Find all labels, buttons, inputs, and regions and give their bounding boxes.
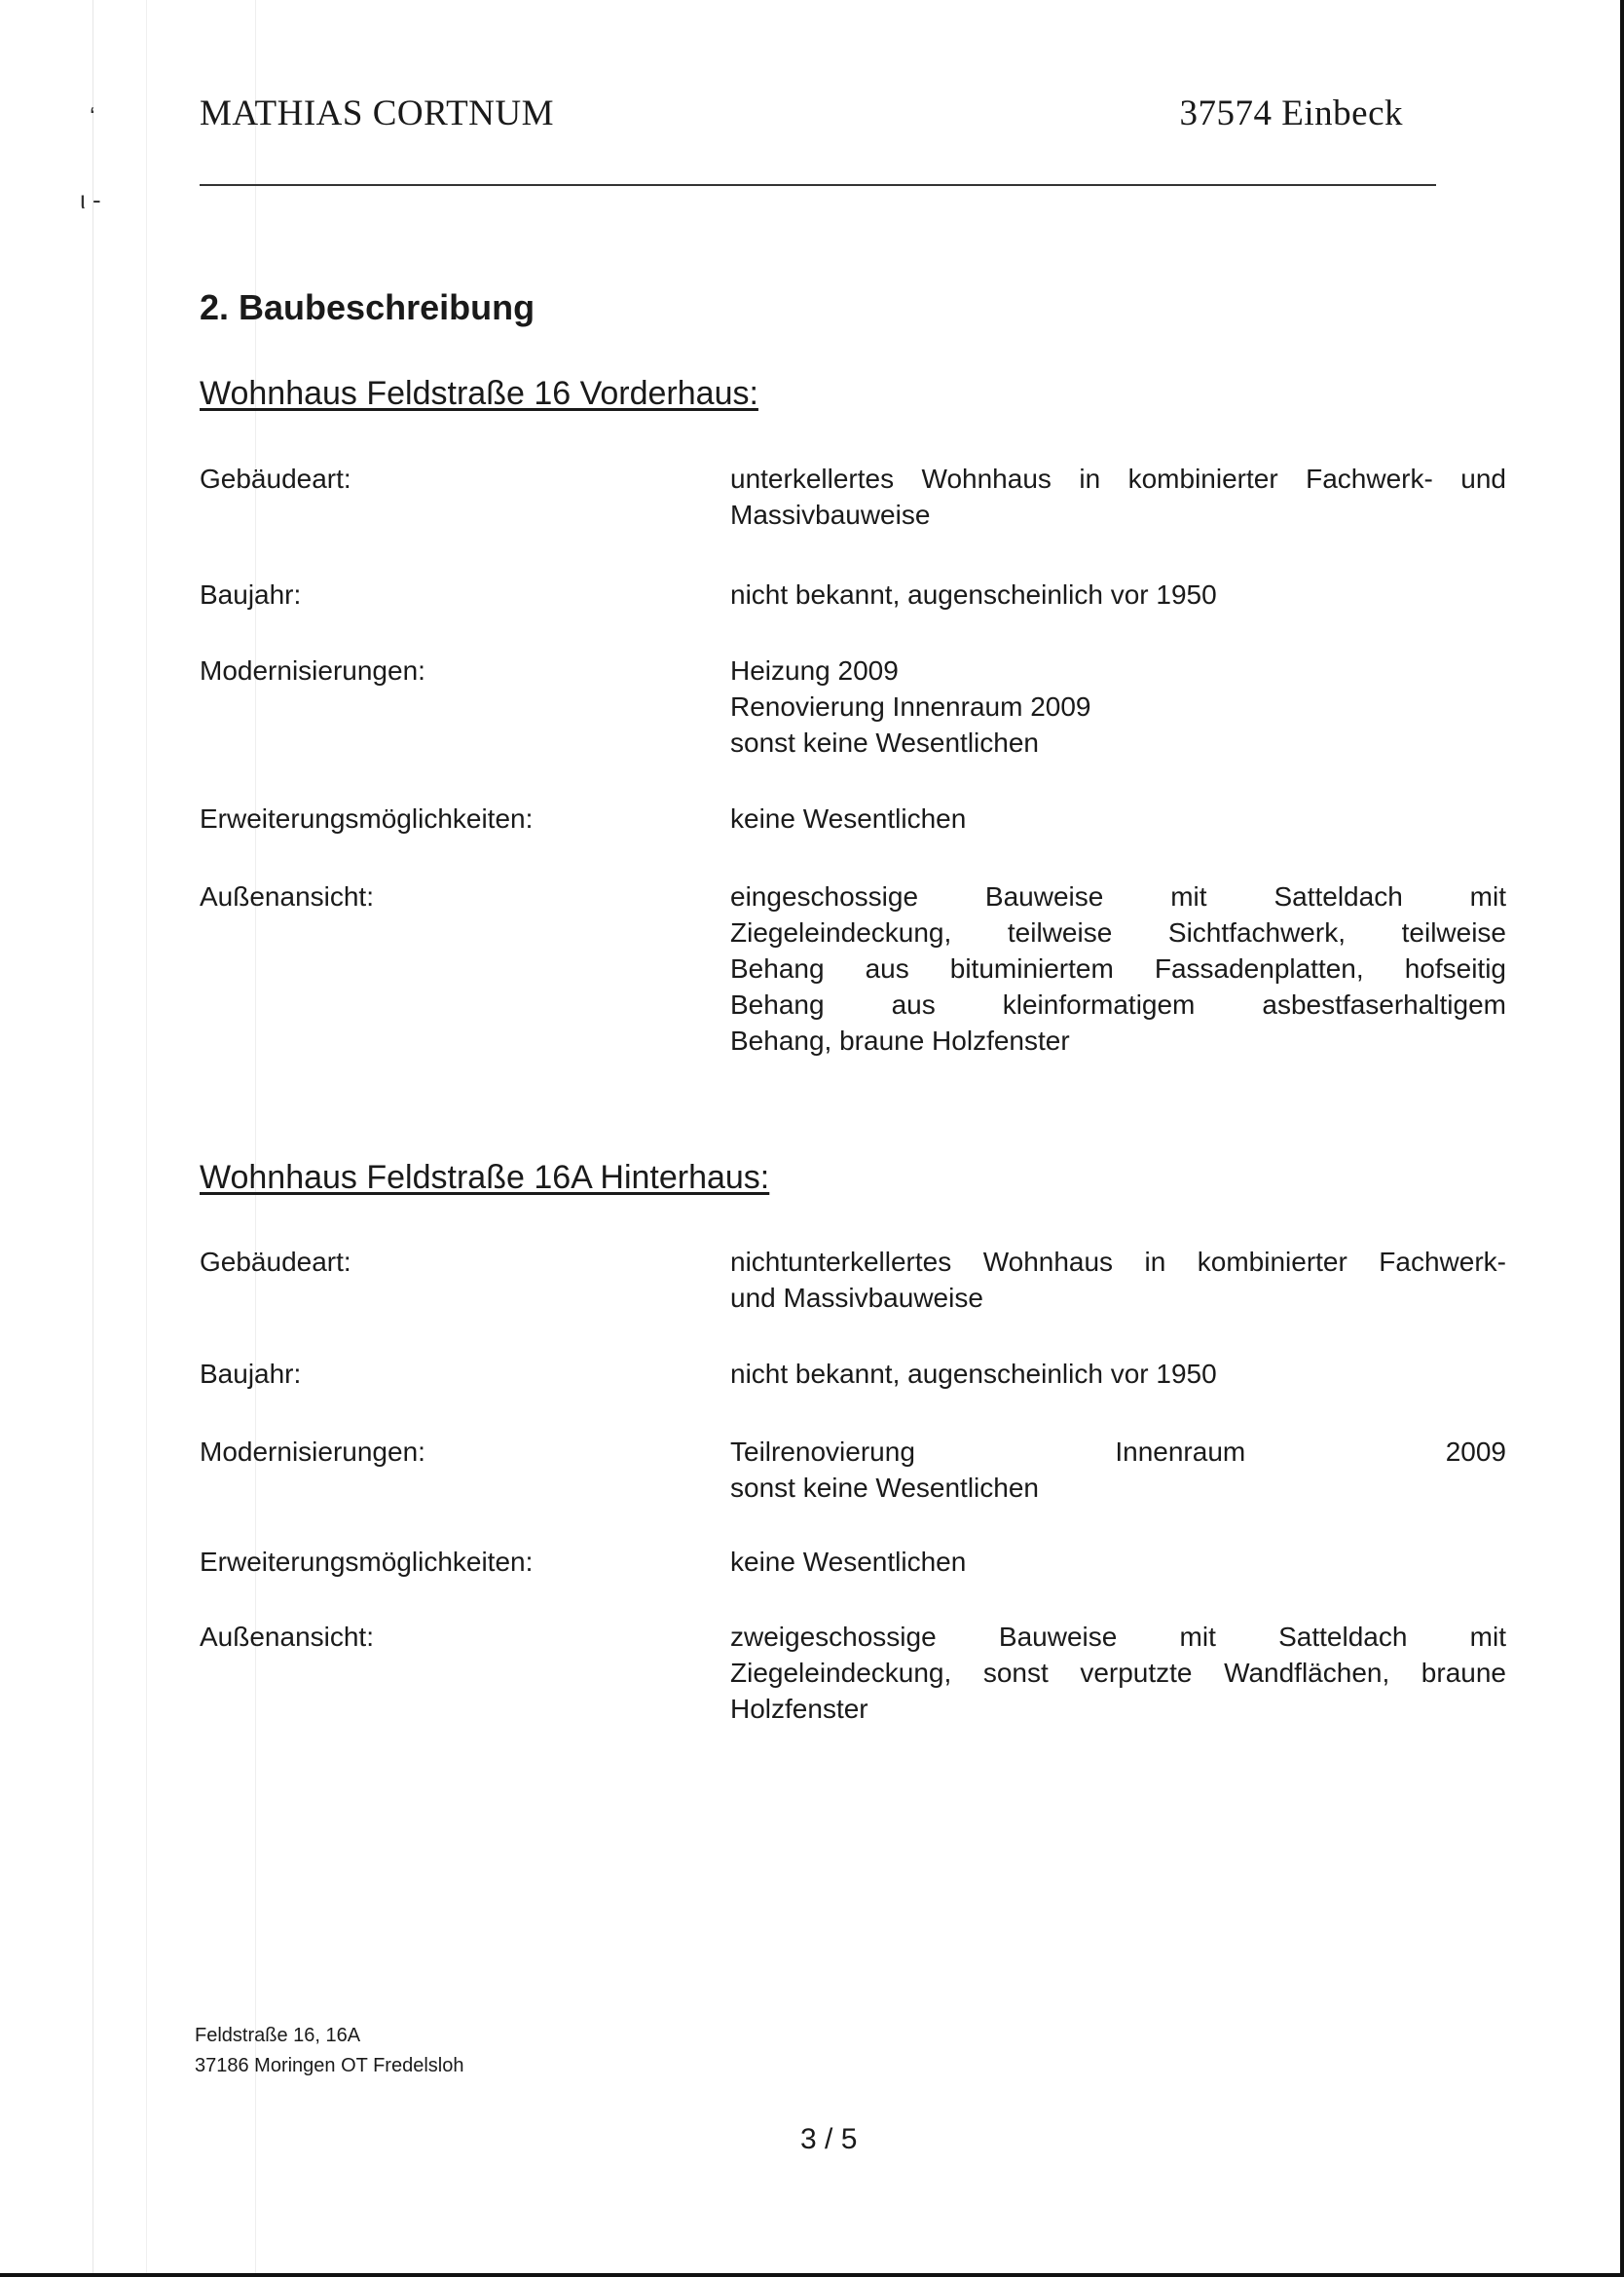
field-value xyxy=(730,1434,1506,1506)
value-line: sonst keine Wesentlichen xyxy=(730,1473,1039,1503)
value-line: Renovierung Innenraum 2009 xyxy=(730,691,1091,722)
field-label: Baujahr: xyxy=(200,1359,302,1389)
value-line: Holzfenster xyxy=(730,1694,868,1724)
field-label: Gebäudeart: xyxy=(200,1247,351,1277)
field-value xyxy=(730,801,1506,837)
footer-town: 37186 Moringen OT Fredelsloh xyxy=(195,2055,464,2076)
value-line: nichtunterkellertes Wohnhaus in kombinierter Fachwerk- xyxy=(730,1247,1506,1277)
margin-mark: ι - xyxy=(80,185,101,214)
value-line: Behang aus kleinformatigem asbestfaserhaltigem xyxy=(730,989,1506,1020)
footer-street: Feldstraße 16, 16A xyxy=(195,2025,361,2046)
value-line: sonst keine Wesentlichen xyxy=(730,728,1039,758)
value-line: keine Wesentlichen xyxy=(730,803,967,834)
field-label: Außenansicht: xyxy=(200,881,374,912)
value-line: nicht bekannt, augenscheinlich vor 1950 xyxy=(730,1359,1217,1389)
scan-artifact-line xyxy=(146,0,147,2277)
scan-artifact-line xyxy=(255,0,256,2277)
scan-border-bottom xyxy=(0,2273,1624,2277)
letterhead-name: MATHIAS CORTNUM xyxy=(200,93,555,133)
value-line: Ziegeleindeckung, teilweise Sichtfachwerk, teilweise xyxy=(730,917,1506,948)
field-value xyxy=(730,1619,1506,1727)
field-value xyxy=(730,577,1506,613)
field-value xyxy=(730,461,1506,533)
field-label: Gebäudeart: xyxy=(200,464,351,494)
field-label: Modernisierungen: xyxy=(200,1437,425,1467)
letterhead-city: 37574 Einbeck xyxy=(1179,93,1403,133)
footer-address xyxy=(195,2021,463,2081)
margin-mark: ʻ xyxy=(90,102,95,131)
value-line: keine Wesentlichen xyxy=(730,1547,967,1577)
header-divider xyxy=(200,184,1436,186)
value-line: Heizung 2009 xyxy=(730,655,899,686)
field-value xyxy=(730,1244,1506,1316)
section-title: 2. Baubeschreibung xyxy=(200,287,535,327)
value-line: und Massivbauweise xyxy=(730,1283,983,1313)
field-value xyxy=(730,1544,1506,1580)
field-value xyxy=(730,878,1506,1059)
value-line: Ziegeleindeckung, sonst verputzte Wandflächen, braune xyxy=(730,1658,1506,1688)
page-number: 3 / 5 xyxy=(800,2123,858,2155)
field-label: Erweiterungsmöglichkeiten: xyxy=(200,1547,534,1577)
value-line: Behang aus bituminiertem Fassadenplatten, hofseitig xyxy=(730,953,1506,984)
field-value xyxy=(730,653,1506,761)
building-heading: Wohnhaus Feldstraße 16A Hinterhaus: xyxy=(200,1159,770,1196)
value-line: Behang, braune Holzfenster xyxy=(730,1026,1070,1056)
value-line: zweigeschossige Bauweise mit Satteldach mit xyxy=(730,1622,1506,1652)
scan-artifact-line xyxy=(92,0,93,2277)
value-line: eingeschossige Bauweise mit Satteldach mit xyxy=(730,881,1506,912)
building-heading: Wohnhaus Feldstraße 16 Vorderhaus: xyxy=(200,375,758,412)
field-value xyxy=(730,1356,1506,1392)
value-line: nicht bekannt, augenscheinlich vor 1950 xyxy=(730,579,1217,610)
value-line: unterkellertes Wohnhaus in kombinierter Fachwerk- und xyxy=(730,464,1506,494)
field-label: Baujahr: xyxy=(200,579,302,610)
field-label: Modernisierungen: xyxy=(200,655,425,686)
scan-border-right xyxy=(1620,0,1624,2277)
value-line: Massivbauweise xyxy=(730,500,931,530)
field-label: Außenansicht: xyxy=(200,1622,374,1652)
value-line: Teilrenovierung Innenraum 2009 xyxy=(730,1437,1506,1467)
field-label: Erweiterungsmöglichkeiten: xyxy=(200,803,534,834)
